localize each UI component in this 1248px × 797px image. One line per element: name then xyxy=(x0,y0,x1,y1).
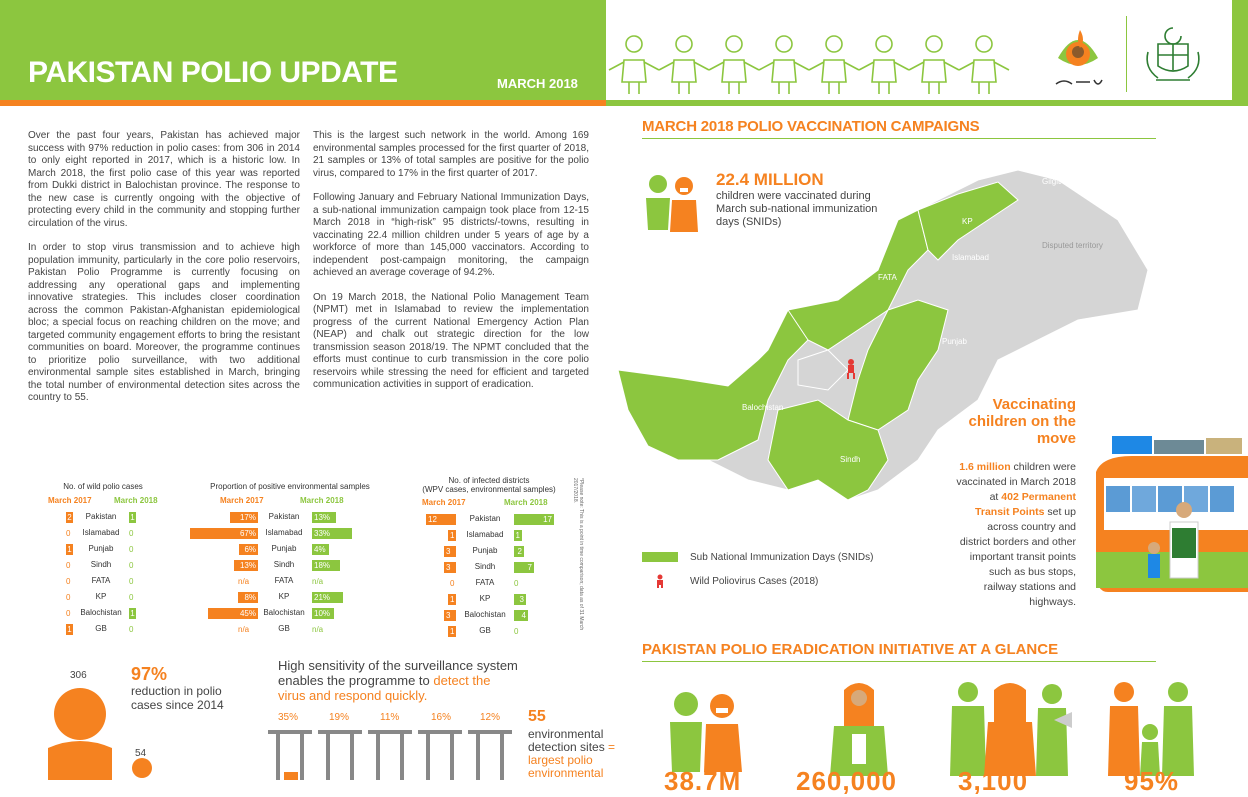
intro-column xyxy=(28,130,300,417)
child-outline-icon xyxy=(809,36,859,94)
table3-bar-2017: 1 xyxy=(450,627,455,636)
table2-title: Proportion of positive environmental samples xyxy=(210,482,370,491)
child-outline-icon xyxy=(659,36,709,94)
table3-bar-2017: 3 xyxy=(444,546,456,557)
table2-bar-2018: 21% xyxy=(312,592,343,603)
glance-stat-1: 38.7M xyxy=(664,766,742,796)
table2-head-2018: March 2018 xyxy=(300,496,344,505)
table1-region: Balochistan xyxy=(80,608,122,617)
vaccinator-icon xyxy=(824,676,894,776)
table3-bar-2018: 3 xyxy=(514,594,526,605)
table3-bar-2017: 1 xyxy=(450,531,455,540)
cases-2015: 54 xyxy=(135,748,147,759)
children-illustration xyxy=(612,30,1012,96)
child-outline-icon xyxy=(959,36,1009,94)
table1-bar-2017: 1 xyxy=(67,545,72,554)
table1-value-2017: 0 xyxy=(66,577,71,586)
map-label-kp: KP xyxy=(962,217,973,226)
glance-title: PAKISTAN POLIO ERADICATION INITIATIVE AT A GLANCE xyxy=(642,641,1059,658)
move-text xyxy=(956,460,1076,610)
table2-value-2017: n/a xyxy=(238,625,250,634)
table2-bar-2017: 67% xyxy=(190,528,258,539)
map-legend xyxy=(642,548,873,596)
legend-wpv xyxy=(642,572,873,590)
table2-value-2018: n/a xyxy=(312,625,324,634)
issue-date: MARCH 2018 xyxy=(497,76,578,91)
table3-head-2018: March 2018 xyxy=(504,498,548,507)
table1-value-2017: 0 xyxy=(66,593,71,602)
campaign-column xyxy=(313,130,589,404)
header xyxy=(0,0,1248,106)
table1-value-2017: 0 xyxy=(66,561,71,570)
child-outline-icon xyxy=(609,36,659,94)
table1-region: Islamabad xyxy=(82,528,120,537)
map-label-fata: FATA xyxy=(878,273,897,282)
vaccinated-children-icon xyxy=(640,170,704,240)
table1-value-2018: 0 xyxy=(129,577,134,586)
npmt-paragraph: On 19 March 2018, the National Polio Management Team (NPMT) met in Islamabad to review the implementation progress of the current National Emergency Action Plan (NEAP) and chalk out strategic direction for the low transmission season 2018/19. The NPMT concluded that the efforts must continue to curb transmission in the core polio reservoirs while stressing the need for efficient and targeted communication activities in support of eradication. xyxy=(313,291,589,390)
reduction-desc: reduction in polio cases since 2014 xyxy=(131,684,224,712)
table1-region: GB xyxy=(95,624,107,633)
table3-bar-2018: 7 xyxy=(514,562,534,573)
reduction-percent: 97% xyxy=(131,664,168,684)
table3-region: Pakistan xyxy=(469,514,501,523)
table2-bar-2017: 13% xyxy=(234,560,258,571)
table-footnote: *Please note: This is a point in time comparison; data as of 31 March 2017/2018. xyxy=(572,478,584,631)
table2-bar-2018: 18% xyxy=(312,560,340,571)
table2-bar-2018: 10% xyxy=(312,608,334,619)
table3-bar-2018: 17 xyxy=(514,514,554,525)
table2-region: Balochistan xyxy=(263,608,305,617)
glance-stat-3: 3,100 xyxy=(958,766,1029,796)
table1-bar-2017: 1 xyxy=(67,625,72,634)
map-label-disputed: Disputed territory xyxy=(1042,241,1103,250)
intro-paragraph: Over the past four years, Pakistan has achieved major success with 97% reduction in polio cases: from 306 in 2014 to only eight reported in 2017, which is a historic low. In March 2018, the first polio case of this year was reported from Dukki district in Balochistan province. The response to the new case is currently ongoing with the objective of protecting every child in the community and stopping further circulation of the virus. xyxy=(28,130,300,229)
table2-bar-2018: 4% xyxy=(312,544,329,555)
table3-region: Sindh xyxy=(474,562,496,571)
table3-bar-2017: 1 xyxy=(450,595,455,604)
map-label-sindh: Sindh xyxy=(840,455,861,464)
sample-tubes-illustration xyxy=(264,728,520,780)
child-outline-icon xyxy=(759,36,809,94)
surveillance-text-a: High sensitivity of the surveillance system enables the programme to xyxy=(278,658,518,688)
table3-region: Balochistan xyxy=(464,610,506,619)
detection-sites-count: 55 xyxy=(528,708,546,725)
surveillance-text-b: detect the virus and respond quickly. xyxy=(278,673,491,703)
table2-region: GB xyxy=(278,624,290,633)
table1-value-2018: 0 xyxy=(129,561,134,570)
table3-bar-2018: 4 xyxy=(514,610,528,621)
table3-bar-2018: 1 xyxy=(515,531,520,540)
table1-bar-2018: 1 xyxy=(130,609,135,618)
strategy-paragraph: In order to stop virus transmission and to achieve high population immunity, particularly in the core polio reservoirs, Pakistan Polio Programme is currently focusing on addressing any operational gaps and implementing innovative strategies. This includes closer coordination across the common Pakistan-Afghanistan epidemiological bloc; a special focus on reaching children on the move; and targeted community engagement efforts to bring the resistant communities on board. Moreover, the programme continues to prioritize polio surveillance, with two additional environmental sample sites established in March, bringing the total number of environmental detection sites across the country to 55. xyxy=(28,242,300,403)
move-text2: set up across country and district borders and other important transit points such as bus stops, railway stations and highways. xyxy=(959,506,1076,608)
table2-region: FATA xyxy=(274,576,294,585)
detection-sites-desc xyxy=(528,728,624,780)
page-title: PAKISTAN POLIO UPDATE xyxy=(28,56,398,89)
table3-bar-2018: 2 xyxy=(514,546,524,557)
table2-value-2017: n/a xyxy=(238,577,250,586)
map-label-gb: Gilgit/Baltistan xyxy=(1042,177,1094,186)
table2-bar-2018: 13% xyxy=(312,512,336,523)
campaigns-rule xyxy=(642,138,1156,139)
table2-bar-2017: 17% xyxy=(230,512,258,523)
table1-value-2018: 0 xyxy=(129,593,134,602)
table3-value-2017: 0 xyxy=(450,579,455,588)
pct-label: 12% xyxy=(480,712,501,723)
table3-bar-2017: 3 xyxy=(444,562,456,573)
sehat-muhafiz-logo xyxy=(1050,18,1106,98)
table1-region: KP xyxy=(95,592,107,601)
table3-region: Punjab xyxy=(472,546,498,555)
table2-head-2017: March 2017 xyxy=(220,496,264,505)
vaccinated-desc: children were vaccinated during March sub-national immunization days (SNIDs) xyxy=(716,190,878,228)
table1-value-2018: 0 xyxy=(129,529,134,538)
child-outline-icon xyxy=(909,36,959,94)
cases-2014: 306 xyxy=(70,670,87,681)
table2-region: Islamabad xyxy=(265,528,303,537)
table3-head-2017: March 2017 xyxy=(422,498,466,507)
move-title: Vaccinating children on the move xyxy=(968,396,1076,447)
network-paragraph: This is the largest such network in the world. Among 169 environmental samples processed for the first quarter of 2018, 21 samples or 13% of total samples are positive for the polio virus, compared to 17% in the first quarter of 2017. xyxy=(313,130,589,179)
vaccinated-count: 22.4 MILLION xyxy=(716,170,824,189)
table2-region: Sindh xyxy=(273,560,295,569)
table3-value-2018: 0 xyxy=(514,627,519,636)
table1-value-2017: 0 xyxy=(66,529,71,538)
header-green-line xyxy=(606,100,1248,106)
legend-snid-label: Sub National Immunization Days (SNIDs) xyxy=(690,551,874,563)
glance-stat-2: 260,000 xyxy=(796,766,897,796)
glance-stat-4: 95% xyxy=(1124,766,1180,796)
table1-value-2018: 0 xyxy=(129,545,134,554)
table3-region: KP xyxy=(479,594,491,603)
table2-bar-2017: 45% xyxy=(208,608,258,619)
table2-region: Pakistan xyxy=(268,512,300,521)
table3-region: FATA xyxy=(475,578,495,587)
table2-region: Punjab xyxy=(271,544,297,553)
table1-value-2018: 0 xyxy=(129,625,134,634)
legend-snid xyxy=(642,548,873,566)
children-icon xyxy=(664,676,748,776)
child-red-icon xyxy=(642,574,678,588)
table1-region: Sindh xyxy=(90,560,112,569)
table3-region: Islamabad xyxy=(466,530,504,539)
logo-separator xyxy=(1126,16,1127,92)
table1-value-2017: 0 xyxy=(66,609,71,618)
pct-label: 16% xyxy=(431,712,452,723)
table1-region: Pakistan xyxy=(85,512,117,521)
table1-region: FATA xyxy=(91,576,111,585)
surveillance-text xyxy=(278,658,518,703)
map-label-punjab: Punjab xyxy=(942,337,967,346)
move-stat1: 1.6 million xyxy=(959,461,1011,473)
detection-sites-desc-b: = largest polio environmental xyxy=(528,740,616,780)
campaign-paragraph: Following January and February National Immunization Days, a sub-national immunization campaign took place from 12-15 March 2018 in “high-risk” 95 districts/-towns, resulting in vaccinating 22.4 million children under 5 years of age by a workforce of more than 145,000 vaccinators. According to independent post-campaign monitoring, the campaign achieved an average coverage of 94.2%. xyxy=(313,192,589,278)
pct-label: 35% xyxy=(278,712,299,723)
child-outline-icon xyxy=(709,36,759,94)
header-corner xyxy=(1232,0,1248,106)
map-label-balochistan: Balochistan xyxy=(742,403,784,412)
pct-label: 11% xyxy=(380,712,400,723)
table1-title: No. of wild polio cases xyxy=(63,482,143,491)
table1-bar-2018: 1 xyxy=(130,513,135,522)
table1-head-2017: March 2017 xyxy=(48,496,92,505)
map-label-islamabad: Islamabad xyxy=(952,253,989,262)
child-outline-icon xyxy=(859,36,909,94)
move-text1: children were vaccinated in March 2018 at xyxy=(956,461,1076,503)
table3-bar-2017: 3 xyxy=(444,610,456,621)
table1-region: Punjab xyxy=(88,544,114,553)
pct-label: 19% xyxy=(329,712,350,723)
detection-sites-desc-a: environmental detection sites xyxy=(528,727,609,754)
table1-bar-2017: 2 xyxy=(67,513,72,522)
legend-green-swatch xyxy=(642,552,678,562)
table2-bar-2017: 6% xyxy=(239,544,258,555)
table2-value-2018: n/a xyxy=(312,577,324,586)
families-icon xyxy=(1104,676,1200,776)
government-emblem xyxy=(1140,22,1206,88)
community-workers-icon xyxy=(946,676,1076,776)
table3-bar-2017: 12 xyxy=(426,514,456,525)
table2-bar-2017: 8% xyxy=(238,592,258,603)
header-orange-line xyxy=(0,100,606,106)
table3-title: No. of infected districts (WPV cases, environmental samples) xyxy=(422,476,556,494)
bus-vaccination-illustration xyxy=(1092,432,1248,612)
table3-region: GB xyxy=(479,626,491,635)
table1-head-2018: March 2018 xyxy=(114,496,158,505)
legend-wpv-label: Wild Poliovirus Cases (2018) xyxy=(690,575,819,587)
campaigns-title: MARCH 2018 POLIO VACCINATION CAMPAIGNS xyxy=(642,118,980,135)
glance-rule xyxy=(642,661,1156,662)
move-stat2: 402 Permanent Transit Points xyxy=(975,491,1076,518)
table3-value-2018: 0 xyxy=(514,579,519,588)
table2-region: KP xyxy=(278,592,290,601)
table2-bar-2018: 33% xyxy=(312,528,352,539)
